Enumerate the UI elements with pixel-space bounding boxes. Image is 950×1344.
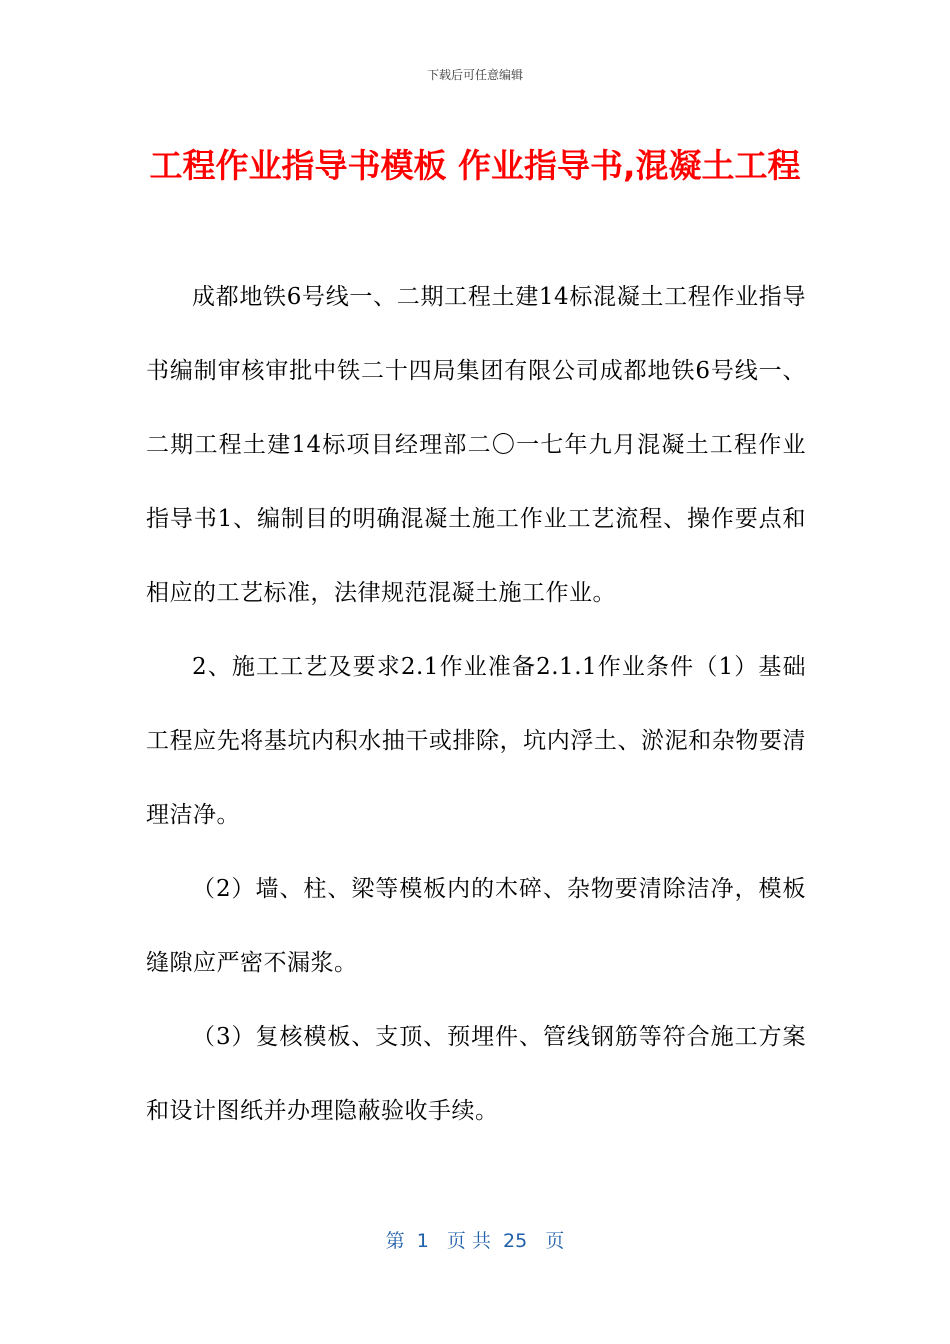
- header-note: 下载后可任意编辑: [426, 68, 523, 82]
- paragraph-1: 成都地铁6号线一、二期工程土建14标混凝土工程作业指导书编制审核审批中铁二十四局集团有限公司成都地铁6号线一、二期工程土建14标项目经理部二〇一七年九月混凝土工程作业指导书1、编制目的明确混凝土施工作业工艺流程、操作要点和相应的工艺标准，法律规范混凝土施工作业。: [146, 284, 806, 606]
- paragraph-3: （2）墙、柱、梁等模板内的木碎、杂物要清除洁净，模板缝隙应严密不漏浆。: [146, 876, 806, 976]
- paragraph-2: 2、施工工艺及要求2.1作业准备2.1.1作业条件（1）基础工程应先将基坑内积水抽干或排除，坑内浮土、淤泥和杂物要清理洁净。: [146, 654, 806, 828]
- document-body: [146, 260, 806, 1148]
- document-title: 工程作业指导书模板 作业指导书,混凝土工程: [149, 146, 801, 185]
- paragraph-4: （3）复核模板、支顶、预埋件、管线钢筋等符合施工方案和设计图纸并办理隐蔽验收手续。: [146, 1024, 806, 1124]
- page-number-footer: 第 1 页 共 25 页: [385, 1230, 565, 1252]
